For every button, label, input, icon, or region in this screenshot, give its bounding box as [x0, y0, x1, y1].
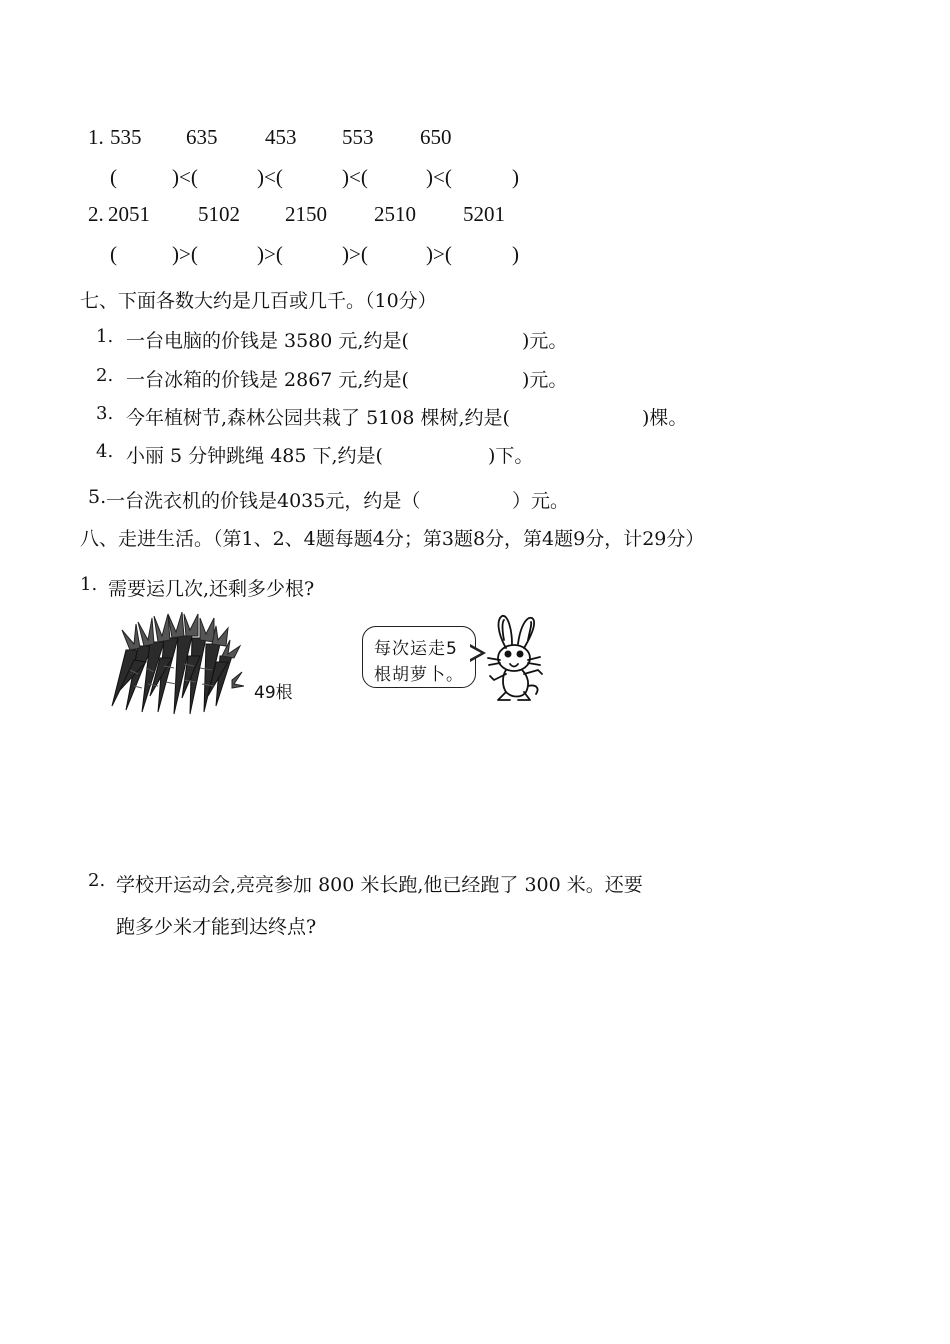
number-cell: 650 [420, 125, 452, 149]
answer-blank[interactable]: )<( [342, 165, 368, 189]
number-cell: 2150 [285, 202, 327, 226]
question-number: 2. [88, 202, 104, 226]
problem-text-line-1: 学校开运动会,亮亮参加 800 米长跑,他已经跑了 300 米。还要 [116, 874, 643, 896]
answer-blank[interactable]: )>( [257, 242, 283, 266]
problem-text-line-2: 跑多少米才能到达终点? [116, 916, 317, 938]
problem-text: 需要运几次,还剩多少根? [108, 578, 315, 600]
item-number: 4. [96, 441, 114, 462]
number-cell: 535 [110, 125, 142, 149]
number-cell: 5102 [198, 202, 240, 226]
item-number: 5. [88, 486, 107, 508]
item-text: 一台冰箱的价钱是 2867 元,约是( [126, 369, 409, 391]
answer-blank[interactable]: )<( [257, 165, 283, 189]
answer-blank[interactable]: ( [110, 242, 117, 266]
answer-blank[interactable]: )>( [342, 242, 368, 266]
number-cell: 5201 [463, 202, 505, 226]
section-7-title: 七、下面各数大约是几百或几千。（10分） [80, 290, 437, 312]
item-text: 今年植树节,森林公园共栽了 5108 棵树,约是( [126, 407, 510, 429]
rabbit-icon [484, 614, 550, 702]
bubble-line-1: 每次运走5 [374, 639, 458, 659]
bubble-line-2: 根胡萝卜。 [374, 665, 464, 685]
answer-blank[interactable]: )>( [172, 242, 198, 266]
section-8-title: 八、走进生活。（第1、2、4题每题4分；第3题8分，第4题9分，计29分） [80, 528, 705, 550]
question-number: 1. [88, 125, 104, 149]
speech-bubble-tail-inner [470, 647, 481, 659]
item-number: 3. [96, 403, 114, 424]
item-tail: )元。 [522, 369, 568, 391]
item-text: 一台洗衣机的价钱是4035元，约是（ [106, 490, 421, 512]
answer-blank[interactable]: ) [512, 165, 519, 189]
number-cell: 2510 [374, 202, 416, 226]
item-text: 一台电脑的价钱是 3580 元,约是( [126, 330, 409, 352]
item-tail: )棵。 [642, 407, 688, 429]
number-cell: 453 [265, 125, 297, 149]
item-number: 1. [96, 326, 114, 347]
answer-blank[interactable]: ( [110, 165, 117, 189]
item-text: 小丽 5 分钟跳绳 485 下,约是( [126, 445, 383, 467]
problem-number: 2. [88, 870, 106, 891]
carrot-count-label: 49根 [254, 683, 293, 703]
answer-blank[interactable]: ) [512, 242, 519, 266]
answer-blank[interactable]: )<( [426, 165, 452, 189]
answer-blank[interactable]: )<( [172, 165, 198, 189]
answer-blank[interactable]: )>( [426, 242, 452, 266]
number-cell: 553 [342, 125, 374, 149]
item-tail: ）元。 [512, 490, 570, 512]
item-number: 2. [96, 365, 114, 386]
number-cell: 2051 [108, 202, 150, 226]
carrot-bundle-illustration [104, 610, 244, 718]
item-tail: )元。 [522, 330, 568, 352]
number-cell: 635 [186, 125, 218, 149]
problem-number: 1. [80, 574, 98, 595]
item-tail: )下。 [488, 445, 534, 467]
